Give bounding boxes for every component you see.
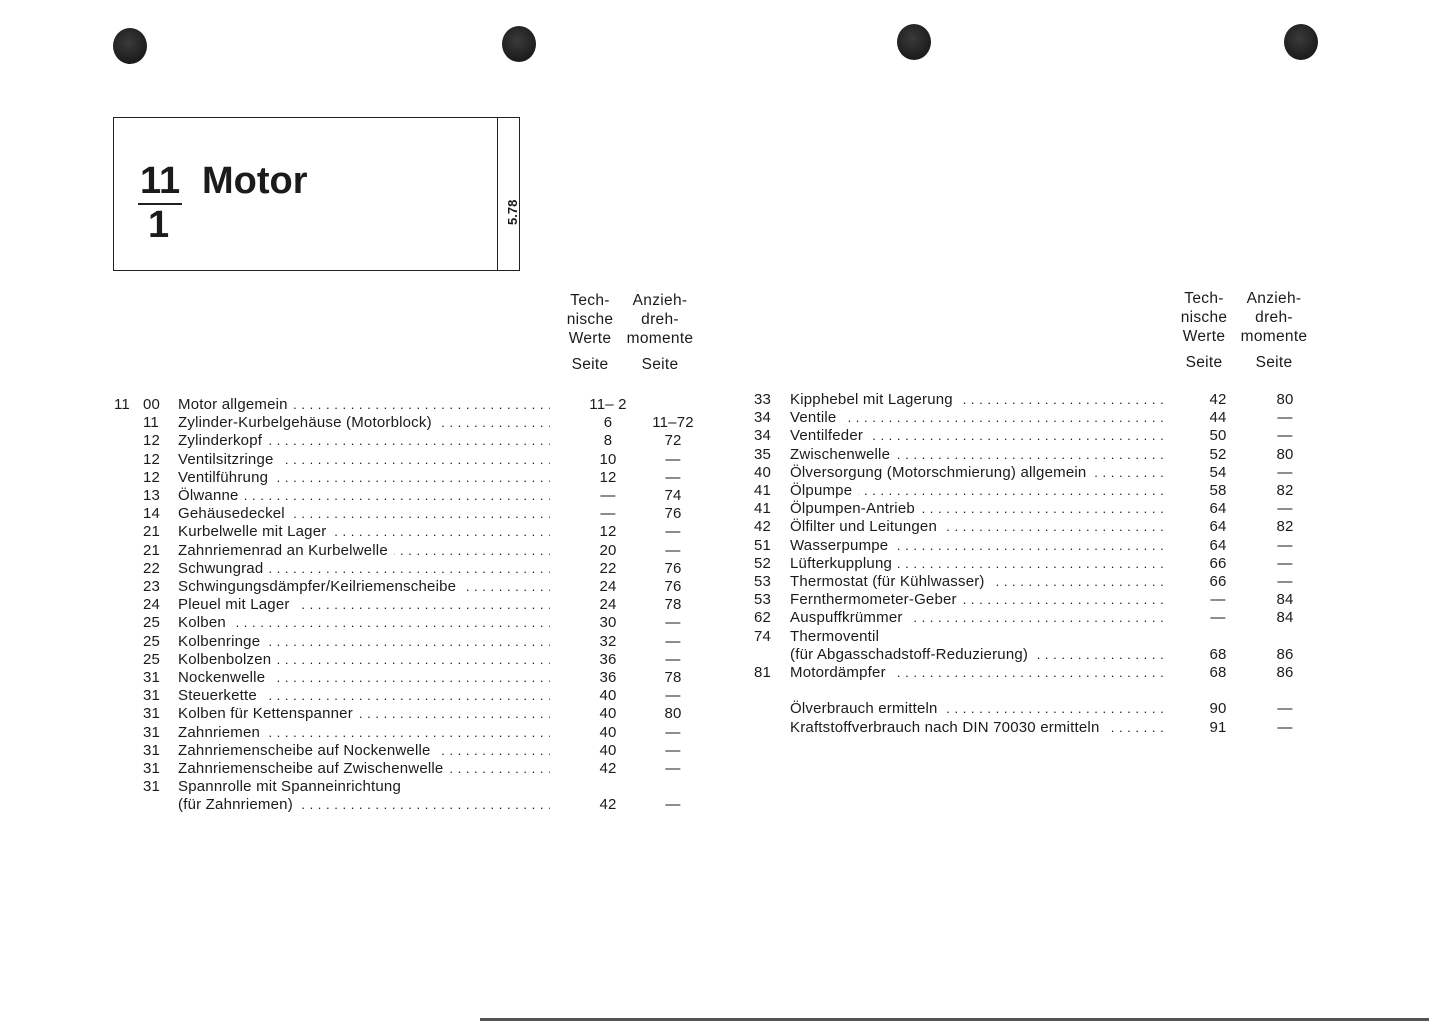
page-technische-werte: 36 [599,669,617,686]
page-technische-werte: 22 [599,559,617,577]
entry-label-text: Nockenwelle [178,669,271,686]
page-anziehdrehmomente: — [1277,536,1293,554]
page-technische-werte: 24 [599,596,617,614]
page-anziehdrehmomente: — [1277,463,1293,481]
page-technische-werte: 64 [1209,518,1227,536]
entry-label-text: Ölversorgung (Motorschmierung) allgemein [790,464,1092,481]
page-technische-werte: 8 [603,432,613,450]
page-technische-werte: 64 [1209,500,1227,518]
section-sub-number: 1 [148,204,170,246]
page-technische-werte: 32 [599,632,617,650]
entry-label-text: Fernthermometer-Geber [790,591,963,608]
page-anziehdrehmomente: 76 [664,559,682,577]
page-anziehdrehmomente: — [1277,573,1293,590]
entry-label-text: Ventilfeder [790,427,869,444]
sub-number: 31 [143,687,161,705]
punch-hole [502,26,536,62]
entry-label-text: Kraftstoffverbrauch nach DIN 70030 ermitteln [790,719,1106,736]
entry-label [178,778,550,796]
entry-label [178,742,550,760]
sub-number: 31 [143,723,161,741]
sub-number: 34 [754,409,772,427]
entry-label-text: Schwingungsdämpfer/Keilriemenscheibe [178,578,462,595]
entry-label [790,646,1164,664]
entry-label-text: Zahnriemenscheibe auf Zwischenwelle [178,760,449,777]
group-number: 11 [114,396,130,413]
entry-label [790,609,1164,627]
sub-number: 25 [143,650,161,668]
header-line: Werte [1182,328,1226,345]
sub-number: 11 [143,414,159,432]
entry-label-text: Ölpumpen-Antrieb [790,500,921,517]
page-technische-werte: 30 [599,614,617,632]
page-anziehdrehmomente: — [1277,554,1293,572]
entry-label-text: Kolbenringe [178,633,266,650]
sub-number: 41 [754,500,772,518]
entry-label-text: Zahnriemenrad an Kurbelwelle [178,542,394,559]
section-title: Motor [202,160,308,202]
entry-label [790,409,1164,427]
entry-label-text: Steuerkette [178,687,263,704]
page-technische-werte: 68 [1209,664,1227,681]
entry-label-text: Kolben für Kettenspanner [178,705,359,722]
page-technische-werte: 42 [599,796,617,814]
entry-label [790,464,1164,482]
sub-number: 31 [143,705,161,723]
sub-number: 12 [143,450,161,468]
entry-label-text: Auspuffkrümmer [790,609,909,626]
sub-number: 40 [754,463,772,481]
entry-label-text: Ventilsitzringe [178,451,280,468]
entry-label [790,555,1164,573]
header-line: Anzieh- [632,292,688,309]
entry-label-text: Lüfterkupplung [790,555,898,572]
page-technische-werte: 64 [1209,536,1227,554]
table-row [0,760,720,778]
page-technische-werte: 54 [1209,463,1227,481]
page-anziehdrehmomente: — [1277,700,1293,718]
header-line: nische [1180,309,1228,326]
page-technische-werte: 40 [599,741,617,759]
entry-label-text: Ventile [790,409,842,426]
page-technische-werte: 90 [1209,700,1227,718]
header-seite: Seite [1255,354,1293,371]
edition-date: 5.78 [505,199,520,225]
page-anziehdrehmomente: 11–72 [652,414,694,432]
sub-number: 74 [754,627,772,645]
page-anziehdrehmomente: — [665,468,681,486]
punch-hole [113,28,147,64]
page-anziehdrehmomente: — [665,523,681,541]
page-technische-werte: — [1210,609,1226,627]
sub-number: 31 [143,669,161,686]
page-technische-werte: 42 [599,760,617,777]
entry-label-text: Schwungrad [178,560,269,577]
page-anziehdrehmomente: — [665,450,681,468]
entry-label-text: Zwischenwelle [790,446,896,463]
entry-label-text: Ölwanne [178,487,245,504]
header-anziehdrehmomente [620,291,700,374]
sub-number: 14 [143,505,161,523]
sub-number: 23 [143,578,161,595]
entry-label [790,500,1164,518]
page-anziehdrehmomente: — [665,650,681,668]
page-anziehdrehmomente: — [665,541,681,559]
header-technische-werte [560,291,620,374]
entry-label [790,573,1164,591]
entry-label [790,719,1164,737]
page-anziehdrehmomente: 84 [1276,609,1294,627]
page-technische-werte: — [1210,591,1226,609]
entry-label-text: Ölfilter und Leitungen [790,518,943,535]
sub-number: 53 [754,591,772,609]
page-technische-werte: 12 [599,468,617,486]
page-anziehdrehmomente: 86 [1276,664,1294,681]
sub-number: 25 [143,632,161,650]
page-anziehdrehmomente: 78 [664,669,682,686]
page-anziehdrehmomente: 78 [664,596,682,614]
header-line: Tech- [1184,290,1224,307]
page-anziehdrehmomente: — [665,741,681,759]
entry-label-text: Motor allgemein [178,396,294,413]
header-seite: Seite [641,356,679,373]
page-anziehdrehmomente: 80 [664,705,682,723]
page-technische-werte: 68 [1209,645,1227,663]
entry-label-text: Kurbelwelle mit Lager [178,523,332,540]
sub-number: 81 [754,664,772,681]
punch-hole [1284,24,1318,60]
header-line: dreh- [641,311,679,328]
entry-label-text: Ölpumpe [790,482,858,499]
page-technische-werte: 91 [1209,718,1227,736]
header-anziehdrehmomente [1234,289,1314,372]
entry-label [790,391,1164,409]
page-technische-werte: 24 [599,578,617,595]
entry-label-text: Pleuel mit Lager [178,596,296,613]
entry-label-text: Ventilführung [178,469,274,486]
page-technische-werte: 36 [599,650,617,668]
page-anziehdrehmomente: — [665,632,681,650]
sub-number: 24 [143,596,161,614]
entry-label [790,664,1164,682]
table-row [0,778,720,796]
page-anziehdrehmomente: — [1277,409,1293,427]
entry-label [790,446,1164,464]
page-technische-werte: — [600,487,616,504]
page-technische-werte: 66 [1209,573,1227,590]
entry-label-text: Zylinder-Kurbelgehäuse (Motorblock) [178,414,438,431]
header-line: nische [566,311,614,328]
entry-label [790,628,1164,646]
entry-label [790,537,1164,555]
sub-number: 62 [754,609,772,627]
table-row [0,742,720,760]
page-technische-werte: 6 [603,414,613,432]
page-anziehdrehmomente: 80 [1276,445,1294,463]
page-anziehdrehmomente: — [665,760,681,777]
page-technische-werte: 52 [1209,445,1227,463]
page-anziehdrehmomente: 76 [664,578,682,595]
entry-label-text: Kipphebel mit Lagerung [790,391,959,408]
entry-label [790,427,1164,445]
entry-label-text: Thermostat (für Kühlwasser) [790,573,991,590]
entry-label-text: Zahnriemenscheibe auf Nockenwelle [178,742,437,759]
page-anziehdrehmomente: — [1277,718,1293,736]
header-line: dreh- [1255,309,1293,326]
entry-label [178,760,550,778]
section-title-box [113,117,520,271]
sub-number: 35 [754,445,772,463]
sub-number: 25 [143,614,161,632]
sub-number: 00 [143,396,161,413]
page-anziehdrehmomente: — [665,614,681,632]
page-anziehdrehmomente: 72 [664,432,682,450]
page-anziehdrehmomente: — [1277,427,1293,445]
sub-number: 34 [754,427,772,445]
page-anziehdrehmomente: 82 [1276,518,1294,536]
sub-number: 31 [143,741,161,759]
sub-number: 22 [143,559,161,577]
entry-label-text: Motordämpfer [790,664,892,681]
page-anziehdrehmomente: — [665,796,681,814]
page-anziehdrehmomente: 82 [1276,482,1294,499]
entry-label-text: Kolbenbolzen [178,651,277,668]
header-line: Werte [568,330,612,347]
entry-label-text: Zylinderkopf [178,432,268,449]
page-anziehdrehmomente: 86 [1276,645,1294,663]
entry-label [790,682,1164,700]
page-technische-werte: 10 [599,450,617,468]
entry-label-text: Gehäusedeckel [178,505,291,522]
page-technische-werte: 12 [599,523,617,541]
page-anziehdrehmomente: — [1277,500,1293,518]
entry-label-text: Ölverbrauch ermitteln [790,700,944,717]
page-anziehdrehmomente: 84 [1276,591,1294,609]
header-seite: Seite [571,356,609,373]
entry-label-text: (für Abgasschadstoff-Reduzierung) [790,646,1034,663]
page-technische-werte: 40 [599,705,617,723]
header-line: momente [1240,328,1308,345]
page-technische-werte: 20 [599,541,617,559]
punch-hole [897,24,931,60]
date-strip [497,118,520,270]
entry-label-text: Zahnriemen [178,724,266,741]
sub-number: 12 [143,468,161,486]
entry-label-text: (für Zahnriemen) [178,796,299,813]
sub-number: 12 [143,432,161,450]
page-anziehdrehmomente: 76 [664,505,682,523]
sub-number: 51 [754,536,772,554]
section-number: 11 [140,160,181,202]
entry-label [178,796,550,814]
sub-number: 21 [143,541,161,559]
sub-number: 53 [754,573,772,590]
page-technische-werte: 40 [599,723,617,741]
sub-number: 52 [754,554,772,572]
page-technische-werte: 11– 2 [589,396,627,413]
page-anziehdrehmomente: — [665,723,681,741]
page-anziehdrehmomente: 74 [664,487,682,504]
header-seite: Seite [1185,354,1223,371]
sub-number: 33 [754,391,772,408]
entry-label-text: Wasserpumpe [790,537,894,554]
page-technische-werte: — [600,505,616,523]
entry-label [790,482,1164,500]
entry-label [790,591,1164,609]
entry-label-text [790,682,796,699]
entry-label-text: Kolben [178,614,232,631]
header-technische-werte [1174,289,1234,372]
entry-label-text: Spannrolle mit Spanneinrichtung [178,778,407,795]
header-line: Tech- [570,292,610,309]
sub-number: 41 [754,482,772,499]
page-anziehdrehmomente: — [665,687,681,705]
sub-number: 31 [143,778,161,796]
page-technische-werte: 66 [1209,554,1227,572]
page-technische-werte: 42 [1209,391,1227,408]
header-line: momente [626,330,694,347]
page-technische-werte: 44 [1209,409,1227,427]
entry-label-text: Thermoventil [790,628,885,645]
sub-number: 42 [754,518,772,536]
page-technische-werte: 58 [1209,482,1227,499]
page-technische-werte: 40 [599,687,617,705]
page-edge [480,1018,1429,1021]
header-line: Anzieh- [1246,290,1302,307]
sub-number: 13 [143,487,161,504]
entry-label [790,518,1164,536]
sub-number: 21 [143,523,161,541]
table-row [0,796,720,814]
entry-label [790,700,1164,718]
sub-number: 31 [143,760,161,777]
page-anziehdrehmomente: 80 [1276,391,1294,408]
page-technische-werte: 50 [1209,427,1227,445]
